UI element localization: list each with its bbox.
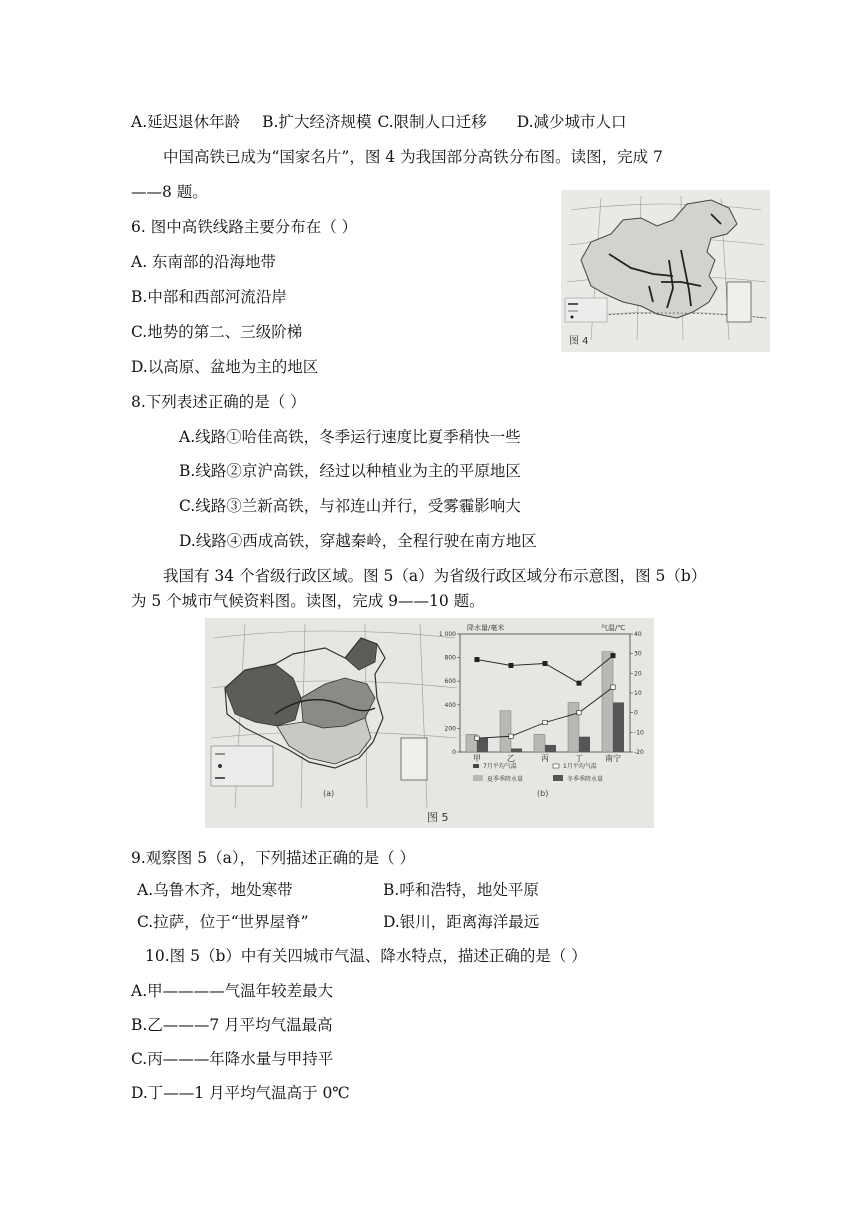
left-tick-label: 800	[444, 654, 456, 662]
winter-precip-bar	[545, 745, 556, 752]
q9-option-b: B.呼和浩特，地处平原	[383, 881, 539, 899]
q8-option-c: C.线路③兰新高铁，与祁连山并行，受雾霾影响大	[179, 497, 521, 515]
right-axis-ticks	[630, 631, 644, 756]
q6-option-c: C.地势的第二、三级阶梯	[131, 323, 303, 341]
right-tick-label: 30	[634, 650, 642, 658]
category-label: 乙	[507, 754, 515, 763]
winter-precip-bar	[613, 702, 624, 752]
q5-option-d: D.减少城市人口	[516, 113, 627, 131]
left-axis-label: 降水量/毫米	[467, 624, 505, 632]
q8-option-b: B.线路②京沪高铁，经过以种植业为主的平原地区	[179, 462, 521, 480]
figure-5-drawing	[205, 618, 654, 828]
legend-jan-temp: 1月平均气温	[563, 763, 597, 770]
q8-stem: 8.下列表述正确的是（ ）	[131, 393, 306, 411]
category-label: 丁	[575, 754, 583, 763]
south-china-sea-inset	[727, 282, 751, 322]
rail-intro-line-1: 中国高铁已成为“国家名片”，图 4 为我国部分高铁分布图。读图，完成 7	[163, 148, 663, 166]
figure-5b-sublabel: (b)	[537, 789, 549, 798]
q9-option-c: C.拉萨，位于“世界屋脊”	[137, 913, 309, 931]
left-tick-label: 600	[444, 678, 456, 686]
jan-temp-line	[477, 687, 613, 738]
legend-july-temp: 7月平均气温	[483, 763, 517, 770]
rail-intro-line-2: ——8 题。	[131, 183, 208, 201]
q6-option-b: B.中部和西部河流沿岸	[131, 288, 287, 306]
rail-map-drawing	[561, 190, 770, 352]
legend-summer-precip: 夏季季降水量	[487, 776, 524, 783]
q10-option-a: A.甲————气温年较差最大	[131, 982, 334, 1000]
summer-precip-bar	[568, 702, 579, 752]
q6-stem: 6. 图中高铁线路主要分布在（ ）	[131, 218, 358, 236]
category-label: 丙	[541, 754, 549, 763]
category-labels	[473, 753, 621, 763]
july-temp-point	[543, 661, 547, 665]
jan-temp-point	[543, 720, 547, 724]
figure-4-rail-map	[561, 190, 770, 352]
july-temp-point	[475, 657, 479, 661]
right-tick-label: 10	[634, 690, 642, 697]
figure-5a-province-map	[211, 624, 457, 808]
winter-precip-bar	[579, 737, 590, 752]
july-temp-point	[611, 653, 615, 657]
jan-temp-point	[611, 685, 615, 689]
jan-temp-point	[475, 736, 479, 740]
q5-options	[131, 112, 627, 132]
q8-option-a: A.线路①哈佳高铁，冬季运行速度比夏季稍快一些	[179, 428, 521, 446]
summer-precip-bar	[602, 652, 613, 752]
province-intro-line-2: 为 5 个城市气候资料图。读图，完成 9——10 题。	[131, 592, 485, 610]
q6-option-d: D.以高原、盆地为主的地区	[131, 358, 319, 376]
figure-4-caption: 图 4	[569, 336, 589, 347]
left-tick-label: 1 000	[438, 631, 456, 638]
winter-precip-bar	[511, 748, 522, 752]
map-legend	[565, 298, 607, 322]
q9-option-a: A.乌鲁木齐，地处寒带	[137, 881, 293, 899]
left-tick-label: 0	[452, 749, 456, 756]
july-temp-point	[509, 663, 513, 667]
right-tick-label: -10	[634, 729, 644, 737]
category-label: 甲	[473, 754, 481, 763]
figure-5-caption: 图 5	[427, 811, 449, 824]
q8-option-d: D.线路④西成高铁，穿越秦岭，全程行驶在南方地区	[179, 532, 537, 550]
right-tick-label: 40	[634, 631, 642, 638]
summer-precip-bar	[534, 734, 545, 752]
province-intro-line-1: 我国有 34 个省级行政区域。图 5（a）为省级行政区域分布示意图，图 5（b）	[163, 567, 707, 585]
summer-precip-bar	[500, 711, 511, 752]
q10-stem: 10.图 5（b）中有关四城市气温、降水特点，描述正确的是（ ）	[145, 947, 587, 965]
q10-option-b: B.乙———7 月平均气温最高	[131, 1016, 333, 1034]
legend-winter-precip: 冬季季降水量	[567, 776, 604, 783]
right-tick-label: 20	[634, 670, 642, 678]
july-temp-line	[477, 656, 613, 684]
july-temp-point	[577, 681, 581, 685]
right-tick-label: 0	[634, 709, 638, 717]
right-axis-label: 气温/℃	[601, 624, 626, 632]
left-tick-label: 200	[444, 725, 456, 733]
q10-option-d: D.丁——1 月平均气温高于 0℃	[131, 1084, 350, 1102]
left-tick-label: 400	[444, 701, 456, 709]
figure-5b-climate-chart	[439, 623, 644, 798]
category-label: 南宁	[605, 754, 621, 763]
q10-option-c: C.丙———年降水量与甲持平	[131, 1050, 334, 1068]
precip-bars	[466, 652, 624, 752]
q5-option-b: B.扩大经济规模	[262, 113, 372, 131]
q6-option-a: A. 东南部的沿海地带	[131, 253, 277, 271]
q9-stem: 9.观察图 5（a），下列描述正确的是（ ）	[131, 849, 415, 867]
chart-legend	[473, 762, 603, 783]
q5-option-a: A.延迟退休年龄	[131, 113, 241, 131]
figure-5	[205, 618, 654, 828]
jan-temp-point	[577, 710, 581, 714]
q5-option-c: C.限制人口迁移	[377, 113, 487, 131]
temperature-lines	[475, 653, 615, 740]
figure-5a-sublabel: (a)	[323, 789, 335, 798]
right-tick-label: -20	[634, 749, 644, 756]
q9-option-d: D.银川，距离海洋最远	[383, 913, 540, 931]
jan-temp-point	[509, 734, 513, 738]
